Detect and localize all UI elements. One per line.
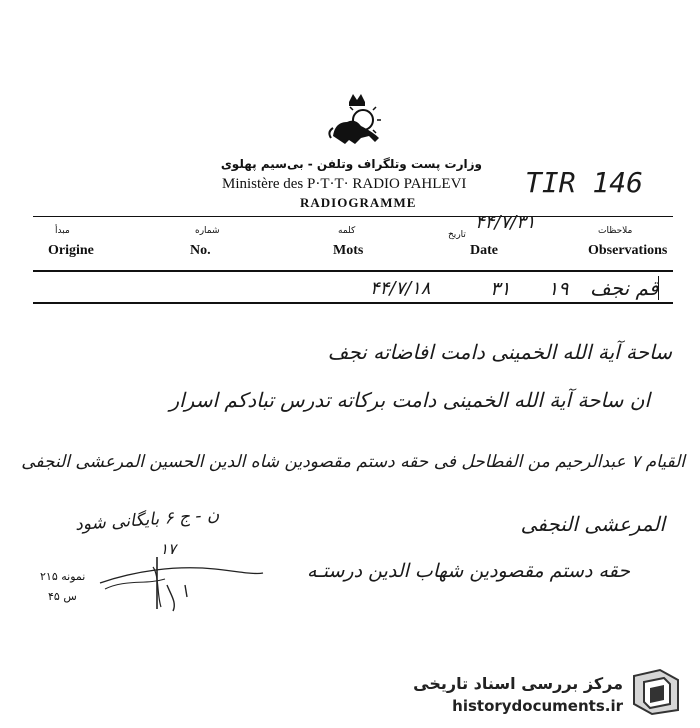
- body-line-2: ان ساحة آیة الله الخمینی دامت برکاته تدرس تبادکم اسرار: [169, 388, 650, 412]
- watermark-logo-icon: [630, 666, 682, 716]
- body-line-1: ساحة آیة الله الخمینی دامت افاضاته نجف: [327, 340, 672, 364]
- date-top-handwritten: ۴۴/۷/۳۱: [475, 212, 536, 233]
- header-rule: [33, 216, 673, 217]
- col-date-fa: تاریخ: [448, 230, 466, 240]
- col-observations-fr: Observations: [588, 243, 668, 258]
- reference-handwritten: TIR 146: [525, 166, 644, 199]
- col-words-fr: Mots: [333, 243, 364, 258]
- ministry-title-persian: وزارت پست وتلگراف وتلفن - بی‌سیم پهلوی: [220, 157, 482, 171]
- table-rule-top: [33, 270, 673, 272]
- watermark-url: historydocuments.ir: [452, 697, 623, 715]
- form-number-line1: نمونه ۲۱۵: [40, 570, 86, 583]
- col-observations-fa: ملاحظات: [598, 226, 633, 236]
- table-rule-bottom: [33, 302, 673, 304]
- filing-annotation: ن - ج ۶ بایگانی شود: [74, 504, 220, 536]
- row-date: ۴۴/۷/۱۸: [370, 278, 431, 299]
- body-line-5: حقه دستم مقصودین شهاب الدین درستـه: [307, 560, 630, 582]
- annotation-number: ۱۷: [160, 540, 177, 558]
- row-origin: قم نجف: [590, 276, 659, 300]
- form-number-line2: س ۴۵: [48, 590, 77, 603]
- watermark-name: مرکز بررسی اسناد تاریخی: [413, 674, 623, 693]
- col-origin-fa: مبدأ: [55, 226, 70, 236]
- lion-and-sun-emblem-icon: [325, 92, 389, 150]
- row-number: ۳۱: [490, 278, 511, 300]
- body-line-4: المرعشی النجفی: [520, 512, 665, 536]
- col-number-fr: No.: [190, 243, 211, 258]
- col-origin-fr: Origine: [48, 243, 94, 258]
- ministry-title-french: Ministère des P·T·T· RADIO PAHLEVI: [222, 176, 467, 192]
- signature-scribble: [95, 545, 265, 615]
- row-words: ۱۹: [548, 278, 569, 300]
- form-title: RADIOGRAMME: [300, 195, 417, 210]
- col-date-fr: Date: [470, 243, 498, 258]
- col-number-fa: شماره: [195, 226, 220, 236]
- col-words-fa: کلمه: [338, 226, 356, 236]
- body-line-3: القیام ۷ عبدالرحیم من الفطاحل فی حقه دستم مقصودین شاه الدین الحسین المرعشی النجفی: [21, 452, 685, 472]
